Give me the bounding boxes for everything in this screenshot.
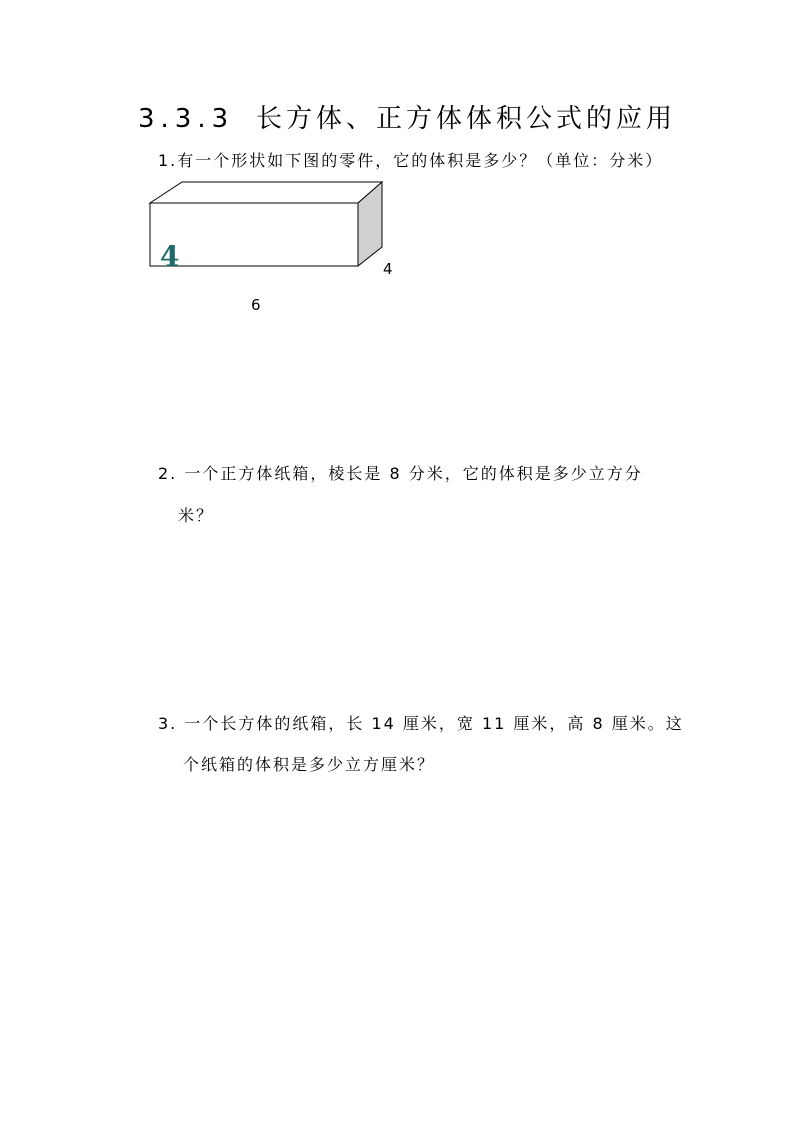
- length-label: 6: [251, 296, 261, 314]
- question-1: 1.有一个形状如下图的零件，它的体积是多少？（单位：分米）: [158, 151, 664, 170]
- height-label: 4: [160, 240, 180, 273]
- page-title: [138, 98, 676, 138]
- section-number: 3.3.3: [138, 104, 235, 134]
- cuboid-front-face: [150, 203, 358, 266]
- question-3-line-2: 个纸箱的体积是多少立方厘米？: [183, 755, 436, 774]
- question-3-line-1: 3. 一个长方体的纸箱，长 14 厘米，宽 11 厘米，高 8 厘米。这: [158, 714, 684, 733]
- cuboid-top-face: [150, 182, 382, 203]
- question-2-line-2: 米？: [178, 506, 215, 525]
- width-label: 4: [383, 260, 393, 278]
- cuboid-figure: [140, 176, 410, 326]
- section-title: 长方体、正方体体积公式的应用: [256, 104, 677, 134]
- question-2-line-1: 2. 一个正方体纸箱，棱长是 8 分米，它的体积是多少立方分: [158, 464, 643, 483]
- cuboid-drawing: [140, 176, 410, 326]
